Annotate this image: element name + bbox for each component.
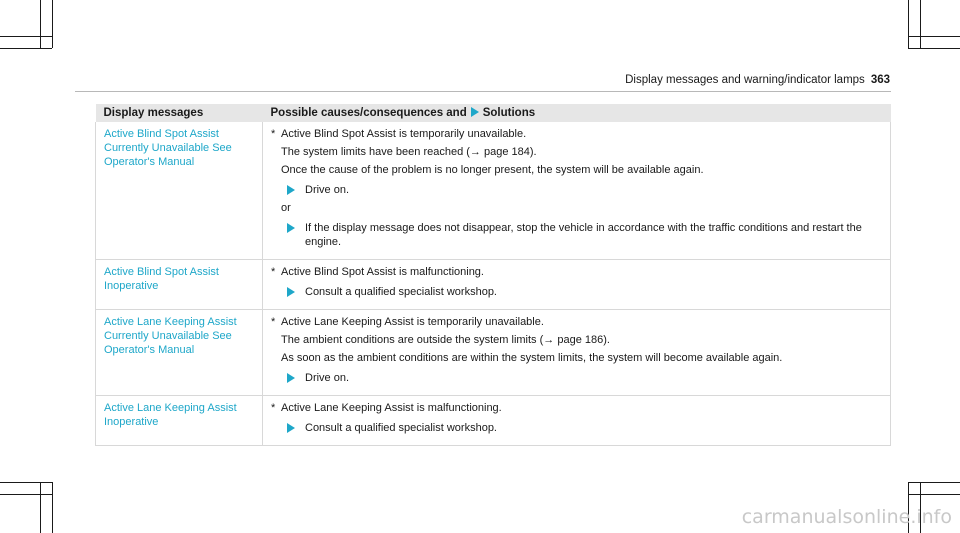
table-row	[96, 260, 891, 310]
action-step	[271, 421, 882, 435]
cause	[271, 265, 882, 279]
step-text: Consult a qualified specialist workshop.	[305, 286, 497, 298]
cause	[271, 401, 882, 415]
step-text: Drive on.	[305, 372, 350, 384]
arrow-icon	[287, 423, 295, 433]
cause-marker: *	[271, 316, 276, 328]
cause-marker: *	[271, 266, 276, 278]
arrow-icon	[287, 185, 295, 195]
cause-text: Active Blind Spot Assist is temporarily unavailable.	[281, 128, 527, 140]
action-step	[271, 183, 882, 197]
action-step	[271, 285, 882, 299]
arrow-icon	[471, 107, 479, 117]
crop-mark	[40, 0, 41, 48]
cause-marker: *	[271, 128, 276, 140]
cause-marker: *	[271, 402, 276, 414]
solution-cell	[263, 260, 891, 310]
running-header	[625, 74, 890, 86]
table-header-row	[96, 104, 891, 122]
column-header-solutions	[263, 104, 891, 122]
action-step	[271, 221, 882, 249]
crop-mark	[52, 482, 53, 533]
crop-mark	[0, 494, 52, 495]
cause-detail: Once the cause of the problem is no longer present, the system will be available again.	[281, 164, 704, 176]
cause-text: Active Lane Keeping Assist is temporarily unavailable.	[281, 316, 544, 328]
header-rule	[75, 91, 891, 92]
display-message: Active Lane Keeping Assist Currently Unavailable See Operator's Manual	[96, 310, 263, 396]
cause	[271, 315, 882, 329]
crop-mark	[0, 36, 52, 37]
cause-detail: The system limits have been reached (→ page 184).	[281, 146, 537, 158]
crop-mark	[52, 0, 53, 48]
or-separator: or	[281, 202, 291, 214]
table-row	[96, 122, 891, 260]
crop-mark	[0, 482, 52, 483]
cause-detail: As soon as the ambient conditions are within the system limits, the system will become available again.	[281, 352, 783, 364]
table-row	[96, 396, 891, 446]
crop-mark	[908, 494, 960, 495]
column-header-causes-label: Possible causes/consequences and	[270, 107, 467, 119]
display-messages-table	[95, 104, 891, 446]
step-text: Drive on.	[305, 184, 350, 196]
cause-detail: The ambient conditions are outside the system limits (→ page 186).	[281, 334, 610, 346]
display-message: Active Blind Spot Assist Currently Unavailable See Operator's Manual	[96, 122, 263, 260]
solution-cell	[263, 310, 891, 396]
table-row	[96, 310, 891, 396]
display-message: Active Lane Keeping Assist Inoperative	[96, 396, 263, 446]
section-title: Display messages and warning/indicator lamps	[625, 74, 865, 86]
column-header-messages: Display messages	[96, 104, 263, 122]
solution-cell	[263, 122, 891, 260]
cause-text: Active Lane Keeping Assist is malfunctioning.	[281, 402, 502, 414]
arrow-icon	[287, 373, 295, 383]
page-number: 363	[870, 74, 890, 86]
display-message: Active Blind Spot Assist Inoperative	[96, 260, 263, 310]
crop-mark	[40, 482, 41, 533]
step-text: Consult a qualified specialist workshop.	[305, 422, 497, 434]
arrow-icon	[287, 287, 295, 297]
action-step	[271, 371, 882, 385]
cause-text: Active Blind Spot Assist is malfunctioning.	[281, 266, 484, 278]
cause	[271, 127, 882, 141]
crop-mark	[920, 0, 921, 48]
arrow-icon	[287, 223, 295, 233]
crop-mark	[0, 48, 52, 49]
watermark: carmanualsonline.info	[741, 506, 952, 528]
crop-mark	[908, 36, 960, 37]
crop-mark	[908, 48, 960, 49]
crop-mark	[908, 0, 909, 48]
step-text: If the display message does not disappear, stop the vehicle in accordance with the traffic conditions and restart the engine.	[305, 222, 862, 248]
column-header-solutions-label: Solutions	[482, 107, 536, 119]
crop-mark	[908, 482, 960, 483]
solution-cell	[263, 396, 891, 446]
